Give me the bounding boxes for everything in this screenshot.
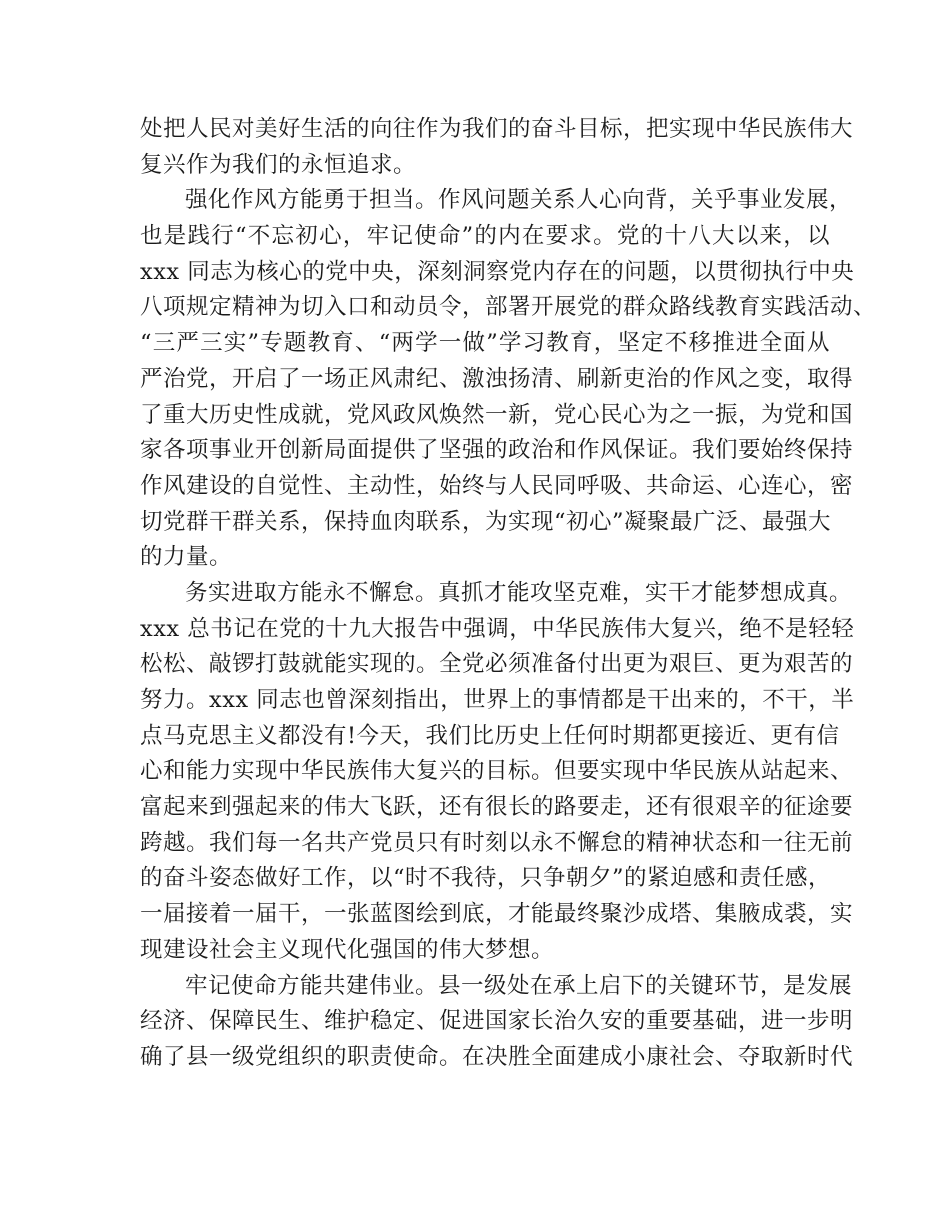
text-line: 复兴作为我们的永恒追求。 [140, 151, 417, 178]
text-line: 经济、保障民生、维护稳定、促进国家长治久安的重要基础，进一步明 [140, 1008, 854, 1035]
text-line: 处把人民对美好生活的向往作为我们的奋斗目标，把实现中华民族伟大 [140, 116, 854, 142]
text-line: 确了县一级党组织的职责使命。在决胜全面建成小康社会、夺取新时代 [140, 1043, 854, 1070]
text-line: “三严三实”专题教育、“两学一做”学习教育，坚定不移推进全面从 [140, 330, 830, 357]
text-line: 牢记使命方能共建伟业。县一级处在承上启下的关键环节，是发展 [185, 972, 853, 999]
text-line: 家各项事业开创新局面提供了坚强的政治和作风保证。我们要始终保持 [140, 437, 854, 464]
text-line: xxx 总书记在党的十九大报告中强调，中华民族伟大复兴，绝不是轻轻 [140, 615, 855, 642]
text-line: 跨越。我们每一名共产党员只有时刻以永不懈怠的精神状态和一往无前 [140, 829, 854, 856]
text-line: 松松、敲锣打鼓就能实现的。全党必须准备付出更为艰巨、更为艰苦的 [140, 651, 854, 678]
text-line: 作风建设的自觉性、主动性，始终与人民同呼吸、共命运、心连心，密 [140, 472, 854, 499]
text-line: 务实进取方能永不懈怠。真抓才能攻坚克难，实干才能梦想成真。 [185, 579, 853, 606]
text-line: 的奋斗姿态做好工作，以“时不我待，只争朝夕”的紧迫感和责任感， [140, 865, 832, 892]
text-line: 了重大历史性成就，党风政风焕然一新，党心民心为之一振，为党和国 [140, 401, 854, 428]
text-line: 富起来到强起来的伟大飞跃，还有很长的路要走，还有很艰辛的征途要 [140, 794, 854, 821]
text-line: 强化作风方能勇于担当。作风问题关系人心向背，关乎事业发展， [185, 187, 853, 214]
text-line: 现建设社会主义现代化强国的伟大梦想。 [140, 936, 555, 963]
text-line: 心和能力实现中华民族伟大复兴的目标。但要实现中华民族从站起来、 [140, 758, 854, 785]
text-line: 严治党，开启了一场正风肃纪、激浊扬清、刷新吏治的作风之变，取得 [140, 365, 854, 392]
text-line: 八项规定精神为切入口和动员令，部署开展党的群众路线教育实践活动、 [140, 294, 877, 321]
text-line: 也是践行“不忘初心，牢记使命”的内在要求。党的十八大以来，以 [140, 223, 830, 250]
text-line: 努力。xxx 同志也曾深刻指出，世界上的事情都是干出来的，不干，半 [140, 687, 855, 713]
text-line: 点马克思主义都没有!今天，我们比历史上任何时期都更接近、更有信 [140, 722, 840, 749]
document-body [140, 112, 877, 1076]
text-line: xxx 同志为核心的党中央，深刻洞察党内存在的问题，以贯彻执行中央 [140, 258, 855, 285]
text-line: 切党群干群关系，保持血肉联系，为实现“初心”凝聚最广泛、最强大 [140, 508, 832, 535]
text-line: 的力量。 [140, 544, 233, 571]
text-line: 一届接着一届干，一张蓝图绘到底，才能最终聚沙成塔、集腋成裘，实 [140, 901, 854, 928]
